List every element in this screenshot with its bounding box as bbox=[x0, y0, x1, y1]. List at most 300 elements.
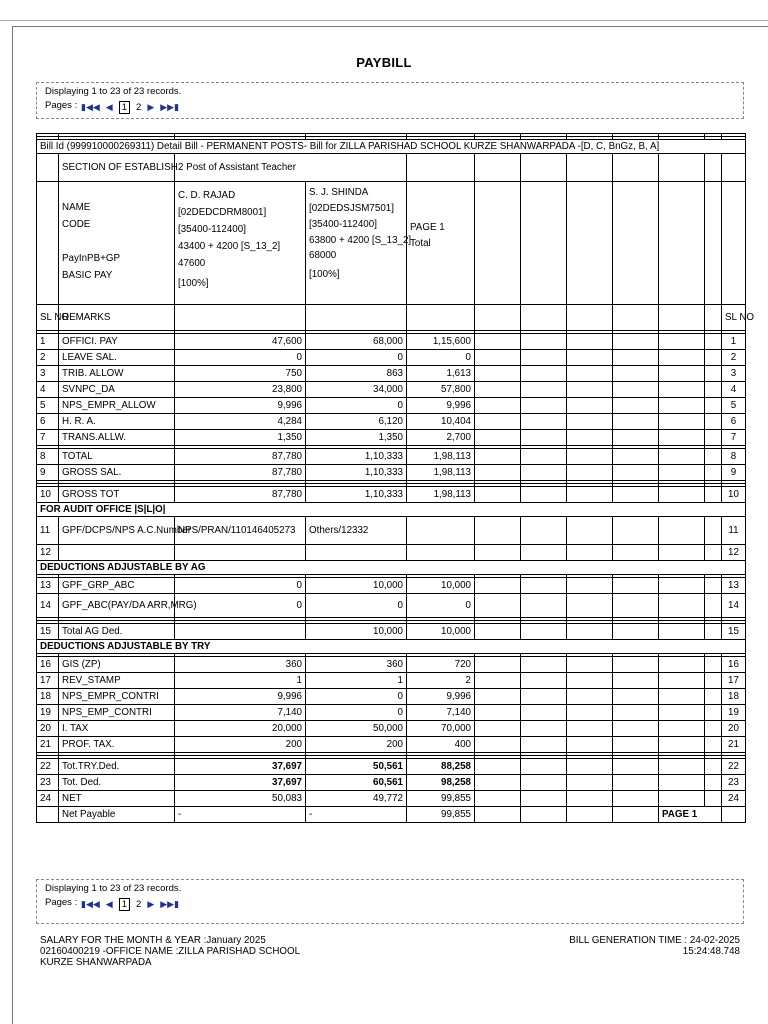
empty-cell bbox=[659, 657, 705, 673]
empty-cell bbox=[613, 705, 659, 721]
net-payable-page: PAGE 1 bbox=[659, 807, 722, 823]
row-label: PROF. TAX. bbox=[59, 737, 175, 753]
empty-cell bbox=[475, 382, 521, 398]
employee-2-value: 1,10,333 bbox=[306, 487, 407, 503]
sl-no-cell: 20 bbox=[37, 721, 59, 737]
row-total: 0 bbox=[407, 350, 475, 366]
empty-cell bbox=[475, 759, 521, 775]
footer-left bbox=[40, 935, 300, 968]
employee-2-value: 50,000 bbox=[306, 721, 407, 737]
empty-cell bbox=[567, 759, 613, 775]
table-row bbox=[37, 689, 746, 705]
empty-cell bbox=[567, 705, 613, 721]
row-label: GIS (ZP) bbox=[59, 657, 175, 673]
empty-cell bbox=[521, 465, 567, 481]
table-row bbox=[37, 366, 746, 382]
row-total: 88,258 bbox=[407, 759, 475, 775]
empty-cell bbox=[475, 430, 521, 446]
empty-cell bbox=[475, 721, 521, 737]
empty-cell bbox=[659, 414, 705, 430]
empty-cell bbox=[475, 398, 521, 414]
bill-header: Bill Id (999910000269311) Detail Bill - PERMANENT POSTS- Bill for ZILLA PARISHAD SCHOOL KURZE SHANWARPADA -[D, C, BnGz, B, A] bbox=[37, 140, 746, 154]
row-total: 1,98,113 bbox=[407, 487, 475, 503]
try-section-header: DEDUCTIONS ADJUSTABLE BY TRY bbox=[37, 640, 746, 654]
employee-2-value: 0 bbox=[306, 689, 407, 705]
empty-cell bbox=[659, 398, 705, 414]
table-row bbox=[37, 545, 746, 561]
sl-no-cell: 8 bbox=[37, 449, 59, 465]
empty-cell bbox=[567, 465, 613, 481]
empty-cell bbox=[567, 737, 613, 753]
pages-label-bottom: Pages : bbox=[45, 897, 78, 908]
row-label: REV_STAMP bbox=[59, 673, 175, 689]
sl-no-cell-right: 19 bbox=[722, 705, 746, 721]
empty-cell bbox=[407, 517, 475, 545]
employee-1-code: [02DEDCDRM8001] bbox=[178, 207, 267, 218]
table-row bbox=[37, 624, 746, 640]
row-label: GROSS SAL. bbox=[59, 465, 175, 481]
empty-cell bbox=[567, 807, 613, 823]
row-label: Tot.TRY.Ded. bbox=[59, 759, 175, 775]
ag-deductions-section bbox=[37, 561, 746, 640]
employee-2-scale: [35400-112400] bbox=[309, 219, 377, 230]
pager-bottom bbox=[36, 879, 744, 924]
employee-1-value: 0 bbox=[175, 594, 306, 618]
sl-no-cell-right: 5 bbox=[722, 398, 746, 414]
employee-2-value: 68,000 bbox=[306, 334, 407, 350]
empty-cell bbox=[475, 545, 521, 561]
row-label: GROSS TOT bbox=[59, 487, 175, 503]
employee-header-labels bbox=[59, 182, 175, 305]
empty-cell bbox=[475, 334, 521, 350]
table-row bbox=[37, 657, 746, 673]
empty-cell bbox=[521, 545, 567, 561]
first-page-icon[interactable]: ▮◀◀ bbox=[81, 899, 100, 909]
employee-2-value: 1,350 bbox=[306, 430, 407, 446]
row-label: GPF/DCPS/NPS A.C.Number bbox=[59, 517, 175, 545]
row-total: 57,800 bbox=[407, 382, 475, 398]
previous-page-icon[interactable]: ◀ bbox=[105, 102, 113, 112]
employee-2-pct: [100%] bbox=[309, 269, 340, 280]
table-row bbox=[37, 382, 746, 398]
sl-no-cell: 22 bbox=[37, 759, 59, 775]
sl-no-cell: 21 bbox=[37, 737, 59, 753]
employee-1-name: C. D. RAJAD bbox=[178, 190, 236, 201]
empty-cell bbox=[475, 775, 521, 791]
net-payable-label: Net Payable bbox=[59, 807, 175, 823]
empty-cell bbox=[521, 775, 567, 791]
page-title: PAYBILL bbox=[356, 55, 412, 70]
sl-no-cell-right: 13 bbox=[722, 578, 746, 594]
table-row bbox=[37, 449, 746, 465]
sl-no-cell: 5 bbox=[37, 398, 59, 414]
page-label: PAGE 1 bbox=[410, 222, 445, 233]
totals-rows bbox=[37, 446, 746, 503]
table-row bbox=[37, 334, 746, 350]
section-label: SECTION OF ESTABLISH. bbox=[59, 154, 175, 182]
sl-no-cell-right: 8 bbox=[722, 449, 746, 465]
row-total: 1,98,113 bbox=[407, 465, 475, 481]
empty-cell bbox=[613, 689, 659, 705]
employee-2-code: [02DEDSJSM7501] bbox=[309, 203, 394, 214]
paybill-table bbox=[36, 133, 755, 823]
empty-cell bbox=[613, 414, 659, 430]
employee-1-scale: [35400-112400] bbox=[178, 224, 246, 235]
sl-no-cell-right: 11 bbox=[722, 517, 746, 545]
empty-cell bbox=[521, 449, 567, 465]
employee-2-value: 10,000 bbox=[306, 578, 407, 594]
empty-cell bbox=[659, 487, 705, 503]
empty-cell bbox=[705, 350, 722, 366]
footer-right bbox=[480, 935, 740, 957]
employee-1-account: NPS/PRAN/110146405273 bbox=[175, 517, 306, 545]
row-label: TRANS.ALLW. bbox=[59, 430, 175, 446]
generation-time: BILL GENERATION TIME : 24-02-2025 bbox=[569, 935, 740, 946]
sl-no-cell: 11 bbox=[37, 517, 59, 545]
generation-clock: 15:24:48.748 bbox=[682, 946, 740, 957]
empty-cell bbox=[705, 487, 722, 503]
empty-cell bbox=[567, 414, 613, 430]
empty-cell bbox=[705, 775, 722, 791]
empty-cell bbox=[613, 791, 659, 807]
records-display-bottom: Displaying 1 to 23 of 23 records. bbox=[45, 883, 182, 894]
sl-no-cell-right: 17 bbox=[722, 673, 746, 689]
empty-cell bbox=[705, 578, 722, 594]
row-total: 98,258 bbox=[407, 775, 475, 791]
empty-cell bbox=[521, 487, 567, 503]
empty-cell bbox=[567, 673, 613, 689]
row-label: NPS_EMP_CONTRI bbox=[59, 705, 175, 721]
empty-cell bbox=[613, 737, 659, 753]
row-total: 1,98,113 bbox=[407, 449, 475, 465]
table-row bbox=[37, 775, 746, 791]
page-total-header bbox=[407, 182, 475, 305]
row-label: NPS_EMPR_CONTRI bbox=[59, 689, 175, 705]
empty-cell bbox=[175, 545, 306, 561]
employee-1-value: 750 bbox=[175, 366, 306, 382]
empty-cell bbox=[659, 594, 705, 618]
table-row bbox=[37, 705, 746, 721]
employee-2-value: 200 bbox=[306, 737, 407, 753]
empty-cell bbox=[613, 517, 659, 545]
employee-2-pay: 63800 + 4200 [S_13_2] bbox=[309, 235, 412, 246]
empty-cell bbox=[475, 487, 521, 503]
row-total: 720 bbox=[407, 657, 475, 673]
sl-no-cell-right: 6 bbox=[722, 414, 746, 430]
empty-cell bbox=[659, 545, 705, 561]
row-total: 10,000 bbox=[407, 624, 475, 640]
empty-cell bbox=[567, 487, 613, 503]
salary-month: SALARY FOR THE MONTH & YEAR :January 2025 bbox=[40, 935, 266, 946]
basic-label: BASIC PAY bbox=[62, 270, 113, 281]
current-page-bottom: 1 bbox=[119, 898, 130, 911]
empty-cell bbox=[613, 759, 659, 775]
empty-cell bbox=[567, 545, 613, 561]
row-label: Total AG Ded. bbox=[59, 624, 175, 640]
empty-cell bbox=[659, 791, 705, 807]
empty-cell bbox=[567, 398, 613, 414]
sl-no-cell-right: 3 bbox=[722, 366, 746, 382]
empty-cell bbox=[567, 791, 613, 807]
sl-no-cell-right: 20 bbox=[722, 721, 746, 737]
sl-no-cell: 6 bbox=[37, 414, 59, 430]
employee-1-value bbox=[175, 624, 306, 640]
empty-cell bbox=[659, 624, 705, 640]
employee-1-value: 23,800 bbox=[175, 382, 306, 398]
sl-no-header: SL NO bbox=[37, 305, 59, 331]
sl-no-cell-right: 21 bbox=[722, 737, 746, 753]
sl-no-cell-right: 4 bbox=[722, 382, 746, 398]
page-link-2-bottom[interactable]: 2 bbox=[136, 899, 142, 910]
empty-cell bbox=[659, 382, 705, 398]
empty-cell bbox=[705, 657, 722, 673]
audit-section-header: FOR AUDIT OFFICE |S|L|O| bbox=[37, 503, 746, 517]
table-row bbox=[37, 414, 746, 430]
empty-cell bbox=[567, 350, 613, 366]
empty-cell bbox=[521, 737, 567, 753]
ag-section-header: DEDUCTIONS ADJUSTABLE BY AG bbox=[37, 561, 746, 575]
empty-cell bbox=[659, 517, 705, 545]
employee-1-basic: 47600 bbox=[178, 258, 206, 269]
employee-1-value: 87,780 bbox=[175, 449, 306, 465]
empty-cell bbox=[521, 398, 567, 414]
employee-2-name: S. J. SHINDA bbox=[309, 187, 369, 198]
employee-1-value: 87,780 bbox=[175, 465, 306, 481]
empty-cell bbox=[613, 624, 659, 640]
empty-cell bbox=[521, 705, 567, 721]
employee-1-value: 50,083 bbox=[175, 791, 306, 807]
employee-1-value: 20,000 bbox=[175, 721, 306, 737]
sl-no-cell-right: 10 bbox=[722, 487, 746, 503]
row-total: 2 bbox=[407, 673, 475, 689]
employee-2-value: 49,772 bbox=[306, 791, 407, 807]
sl-no-cell-right: 14 bbox=[722, 594, 746, 618]
top-rule bbox=[0, 20, 768, 21]
sl-no-cell-right: 16 bbox=[722, 657, 746, 673]
row-total: 9,996 bbox=[407, 689, 475, 705]
sl-no-cell: 10 bbox=[37, 487, 59, 503]
empty-cell bbox=[613, 430, 659, 446]
pages-label: Pages : bbox=[45, 100, 78, 111]
row-label: GPF_ABC(PAY/DA ARR,MRG) bbox=[59, 594, 175, 618]
first-page-icon[interactable]: ▮◀◀ bbox=[81, 102, 100, 112]
employee-2-basic: 68000 bbox=[309, 250, 337, 261]
employee-2-value: 1,10,333 bbox=[306, 465, 407, 481]
sl-no-cell-right: 24 bbox=[722, 791, 746, 807]
empty-cell bbox=[521, 594, 567, 618]
empty-cell bbox=[475, 517, 521, 545]
table-row bbox=[37, 791, 746, 807]
employee-2-value: 60,561 bbox=[306, 775, 407, 791]
employee-1-pct: [100%] bbox=[178, 278, 209, 289]
empty-cell bbox=[37, 807, 59, 823]
sl-no-cell: 13 bbox=[37, 578, 59, 594]
sl-no-cell-right: 22 bbox=[722, 759, 746, 775]
row-label: SVNPC_DA bbox=[59, 382, 175, 398]
sl-no-cell: 1 bbox=[37, 334, 59, 350]
empty-cell bbox=[613, 350, 659, 366]
try-deductions-section bbox=[37, 640, 746, 759]
empty-cell bbox=[59, 545, 175, 561]
sl-no-cell-right: 7 bbox=[722, 430, 746, 446]
empty-cell bbox=[613, 545, 659, 561]
sl-no-cell: 3 bbox=[37, 366, 59, 382]
last-page-icon[interactable]: ▶▶▮ bbox=[160, 899, 180, 909]
empty-cell bbox=[521, 807, 567, 823]
empty-cell bbox=[613, 673, 659, 689]
empty-cell bbox=[567, 449, 613, 465]
empty-cell bbox=[705, 366, 722, 382]
summary-rows bbox=[37, 759, 746, 823]
current-page: 1 bbox=[119, 101, 130, 114]
sl-no-cell-right: 2 bbox=[722, 350, 746, 366]
empty-cell bbox=[613, 334, 659, 350]
row-total: 7,140 bbox=[407, 705, 475, 721]
empty-cell bbox=[659, 689, 705, 705]
table-row bbox=[37, 430, 746, 446]
row-total: 2,700 bbox=[407, 430, 475, 446]
row-label: TOTAL bbox=[59, 449, 175, 465]
employee-2-net-payable: - bbox=[306, 807, 407, 823]
row-total: 400 bbox=[407, 737, 475, 753]
employee-1 bbox=[175, 182, 306, 305]
next-page-icon[interactable]: ▶ bbox=[147, 102, 155, 112]
empty-cell bbox=[475, 807, 521, 823]
row-total: 0 bbox=[407, 594, 475, 618]
empty-cell bbox=[613, 382, 659, 398]
empty-cell bbox=[567, 721, 613, 737]
office-name: 02160400219 -OFFICE NAME :ZILLA PARISHAD SCHOOL KURZE SHANWARPADA bbox=[40, 946, 300, 968]
empty-cell bbox=[659, 465, 705, 481]
page-link-2[interactable]: 2 bbox=[136, 102, 142, 113]
empty-cell bbox=[705, 624, 722, 640]
empty-cell bbox=[659, 350, 705, 366]
employee-1-value: 0 bbox=[175, 350, 306, 366]
employee-2 bbox=[306, 182, 412, 305]
empty-cell bbox=[521, 759, 567, 775]
empty-cell bbox=[521, 689, 567, 705]
empty-cell bbox=[705, 594, 722, 618]
employee-1-value: 1,350 bbox=[175, 430, 306, 446]
employee-2-value: 0 bbox=[306, 594, 407, 618]
empty-cell bbox=[567, 624, 613, 640]
empty-cell bbox=[521, 430, 567, 446]
empty-cell bbox=[705, 414, 722, 430]
empty-cell bbox=[705, 737, 722, 753]
empty-cell bbox=[521, 334, 567, 350]
employee-1-value: 4,284 bbox=[175, 414, 306, 430]
earnings-rows bbox=[37, 334, 746, 446]
empty-cell bbox=[705, 517, 722, 545]
empty-cell bbox=[306, 545, 407, 561]
empty-cell bbox=[705, 382, 722, 398]
empty-cell bbox=[613, 775, 659, 791]
employee-2-value: 863 bbox=[306, 366, 407, 382]
table-row bbox=[37, 487, 746, 503]
sl-no-cell-right: 18 bbox=[722, 689, 746, 705]
empty-cell bbox=[659, 449, 705, 465]
employee-1-pay: 43400 + 4200 [S_13_2] bbox=[178, 241, 281, 252]
empty-cell bbox=[475, 578, 521, 594]
empty-cell bbox=[567, 594, 613, 618]
employee-1-value: 47,600 bbox=[175, 334, 306, 350]
row-label: GPF_GRP_ABC bbox=[59, 578, 175, 594]
row-total: 10,000 bbox=[407, 578, 475, 594]
empty-cell bbox=[521, 350, 567, 366]
employee-1-value: 37,697 bbox=[175, 759, 306, 775]
total-label: Total bbox=[410, 238, 431, 249]
empty-cell bbox=[475, 689, 521, 705]
empty-cell bbox=[475, 465, 521, 481]
employee-1-value: 9,996 bbox=[175, 398, 306, 414]
section-value: 2 Post of Assistant Teacher bbox=[175, 154, 407, 182]
last-page-icon[interactable]: ▶▶▮ bbox=[160, 102, 180, 112]
employee-1-net-payable: - bbox=[175, 807, 306, 823]
row-total: 99,855 bbox=[407, 791, 475, 807]
empty-cell bbox=[705, 689, 722, 705]
empty-cell bbox=[521, 673, 567, 689]
empty-cell bbox=[659, 759, 705, 775]
sl-no-cell: 17 bbox=[37, 673, 59, 689]
empty-cell bbox=[659, 366, 705, 382]
sl-no-cell: 4 bbox=[37, 382, 59, 398]
empty-cell bbox=[613, 807, 659, 823]
empty-cell bbox=[659, 775, 705, 791]
row-total: 9,996 bbox=[407, 398, 475, 414]
row-label: OFFICI. PAY bbox=[59, 334, 175, 350]
row-label: Tot. Ded. bbox=[59, 775, 175, 791]
row-label: LEAVE SAL. bbox=[59, 350, 175, 366]
empty-cell bbox=[475, 350, 521, 366]
empty-cell bbox=[521, 624, 567, 640]
empty-cell bbox=[659, 721, 705, 737]
empty-cell bbox=[613, 449, 659, 465]
remarks-header: REMARKS bbox=[59, 305, 175, 331]
employee-2-account: Others/12332 bbox=[306, 517, 407, 545]
records-display: Displaying 1 to 23 of 23 records. bbox=[45, 86, 182, 97]
empty-cell bbox=[475, 414, 521, 430]
row-total: 10,404 bbox=[407, 414, 475, 430]
table-row bbox=[37, 350, 746, 366]
empty-cell bbox=[521, 382, 567, 398]
empty-cell bbox=[475, 657, 521, 673]
row-total: 1,15,600 bbox=[407, 334, 475, 350]
table-row bbox=[37, 673, 746, 689]
empty-cell bbox=[659, 334, 705, 350]
net-payable-total: 99,855 bbox=[407, 807, 475, 823]
employee-2-value: 34,000 bbox=[306, 382, 407, 398]
employee-2-value: 1 bbox=[306, 673, 407, 689]
empty-cell bbox=[613, 487, 659, 503]
empty-cell bbox=[475, 737, 521, 753]
next-page-icon[interactable]: ▶ bbox=[147, 899, 155, 909]
empty-cell bbox=[521, 414, 567, 430]
empty-cell bbox=[613, 465, 659, 481]
employee-2-value: 10,000 bbox=[306, 624, 407, 640]
empty-cell bbox=[475, 624, 521, 640]
empty-cell bbox=[567, 382, 613, 398]
empty-cell bbox=[613, 657, 659, 673]
empty-cell bbox=[407, 545, 475, 561]
empty-cell bbox=[705, 759, 722, 775]
previous-page-icon[interactable]: ◀ bbox=[105, 899, 113, 909]
employee-2-value: 50,561 bbox=[306, 759, 407, 775]
empty-cell bbox=[475, 449, 521, 465]
empty-cell bbox=[705, 705, 722, 721]
row-label: TRIB. ALLOW bbox=[59, 366, 175, 382]
empty-cell bbox=[705, 449, 722, 465]
empty-cell bbox=[521, 791, 567, 807]
